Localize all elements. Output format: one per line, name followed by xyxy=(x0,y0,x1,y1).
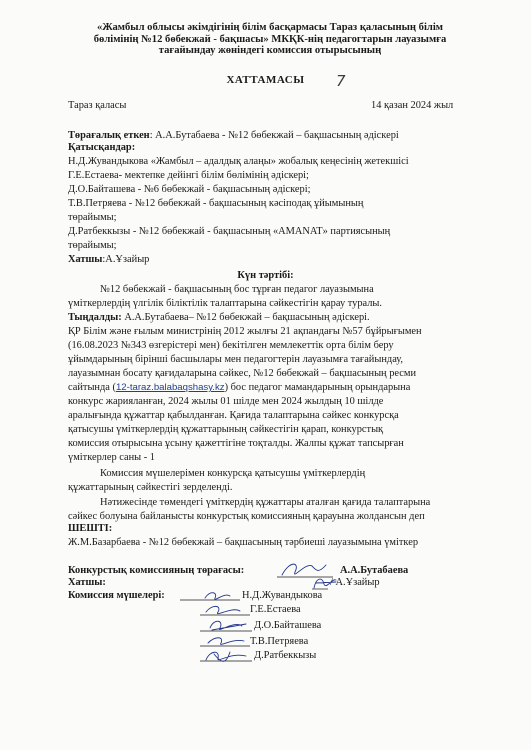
document-header xyxy=(60,22,480,57)
site-line xyxy=(68,382,410,394)
header-line-2: бөлімінің №12 бөбекжай - бақшасы» МКҚК-нің педагогтарын лауазымға xyxy=(93,33,447,45)
body-line: конкурс жарияланған, 2024 жылы 01 шілде мен 2024 жылдың 10 шілде xyxy=(68,396,384,407)
body-line: ұйымдарының бірінші басшылары мен педагогтерін лауазымға тағайындау, xyxy=(68,354,404,365)
member-4: Т.В.Петряева xyxy=(250,636,309,647)
body-line: сәйкес болуына байланысты конкурстық комиссияның қарауына жолдансын деп xyxy=(68,511,425,522)
body-line: үміткерлер саны - 1 xyxy=(68,452,155,463)
attendee-2: Г.Е.Естаева- мектепке дейінгі білім бөлімінің әдіскері; xyxy=(68,170,309,181)
body-line: Нәтижесінде төмендегі үміткердің құжаттары аталған қағида талаптарына xyxy=(100,497,431,508)
heard-label: Тыңдалды: xyxy=(68,312,122,323)
secretary-label: Хатшы xyxy=(68,254,103,265)
agenda-title: Күн тәртібі: xyxy=(237,270,294,281)
city: Тараз қаласы xyxy=(68,100,127,111)
agenda-line-1: №12 бөбекжай - бақшасының бос тұрған педагог лауазымына xyxy=(100,284,374,295)
body-line: Комиссия мүшелерімен конкурсқа қатысушы үміткерлердің xyxy=(100,468,366,479)
attendee-1: Н.Д.Жувандыкова «Жамбыл – адалдық алаңы» жобалық кеңесінің жетекшісі xyxy=(68,156,409,167)
member-3: Д.О.Байташева xyxy=(254,620,322,631)
site-link[interactable]: 12-taraz.balabaqshasy.kz xyxy=(115,382,225,393)
secretary-line xyxy=(68,254,149,266)
chair-signature-label: Конкурстық комиссияның төрағасы: xyxy=(68,565,245,576)
chair-line xyxy=(68,130,399,142)
site-suffix: ) бос педагог мамандарының орындарына xyxy=(224,382,411,393)
body-line: лауазымнан босату қағидаларына сәйкес, №12 бөбекжай – бақшасының ресми xyxy=(68,368,417,379)
body-line: қатысушы үміткерлердің құжаттарының сәйкестігін қарап, конкурстық xyxy=(68,424,384,435)
chair-value: : А.А.Бутабаева - №12 бөбекжай – бақшасының әдіскері xyxy=(149,130,399,141)
body-line: құжаттарының сәйкестігі зерделенді. xyxy=(68,482,233,493)
decision-text: Ж.М.Базарбаева - №12 бөбекжай – бақшасының тәрбиеші лауазымына үміткер xyxy=(68,537,419,548)
member-1: Н.Д.Жувандыкова xyxy=(242,590,323,601)
body-line: ҚР Білім және ғылым министрінің 2012 жылғы 21 ақпандағы №57 бұйрығымен xyxy=(68,326,422,337)
date: 14 қазан 2024 жыл xyxy=(371,100,454,111)
attendee-5-cont: төрайымы; xyxy=(68,240,117,251)
secretary-signature-name: / А.Ұзайыр xyxy=(330,577,380,588)
body-line: (16.08.2023 №343 өзгерістері мен) бекітілген мемлекеттік орта білім беру xyxy=(68,340,394,351)
chair-signature-name: А.А.Бутабаева xyxy=(340,565,409,576)
document-title: ХАТТАМАСЫ xyxy=(226,74,305,86)
handwritten-number: 7 xyxy=(336,72,346,90)
heard-line xyxy=(68,312,370,324)
body-line: аралығында құжаттар қабылданған. Қағида талаптарына сәйкес конкурсқа xyxy=(68,410,399,421)
heard-value: А.А.Бутабаева– №12 бөбекжай – бақшасының әдіскері. xyxy=(121,312,370,323)
attendees-label: Қатысқандар: xyxy=(68,142,136,153)
member-2: Г.Е.Естаева xyxy=(250,604,301,615)
attendee-4-cont: төрайымы; xyxy=(68,212,117,223)
site-prefix: сайтында ( xyxy=(68,382,116,393)
chair-label: Төрағалық еткен xyxy=(68,130,150,141)
secretary-signature-label: Хатшы: xyxy=(68,577,106,588)
member-5-signature xyxy=(206,652,246,661)
member-4-signature xyxy=(208,638,244,645)
agenda-line-2: үміткерлердің үлгілік біліктілік талаптарына сәйкестігін қарау туралы. xyxy=(68,298,382,309)
member-3-signature xyxy=(210,621,246,630)
member-2-signature xyxy=(206,606,240,613)
header-line-3: тағайындау жөніндегі комиссия отырысының xyxy=(158,45,382,57)
members-label: Комиссия мүшелері: xyxy=(68,590,165,601)
attendee-4: Т.В.Петряева - №12 бөбекжай - бақшасының кәсіподақ ұйымының xyxy=(68,198,364,209)
member-1-signature xyxy=(205,593,230,600)
attendee-5: Д.Ратбеккызы - №12 бөбекжай - бақшасының «AMANAT» партиясының xyxy=(68,226,391,237)
decision-label: ШЕШТІ: xyxy=(68,523,113,534)
attendee-3: Д.О.Байташева - №6 бөбекжай - бақшасының әдіскері; xyxy=(68,184,311,195)
body-line: комиссия отырысына ұсыну қажеттігіне тоқталды. Жалпы құжат тапсырған xyxy=(68,438,404,449)
secretary-value: :А.Ұзайыр xyxy=(102,254,150,265)
chair-signature xyxy=(282,564,326,575)
header-line-1: «Жамбыл облысы әкімдігінің білім басқармасы Тараз қаласының білім xyxy=(96,22,444,33)
member-5: Д.Ратбеккызы xyxy=(254,650,317,661)
